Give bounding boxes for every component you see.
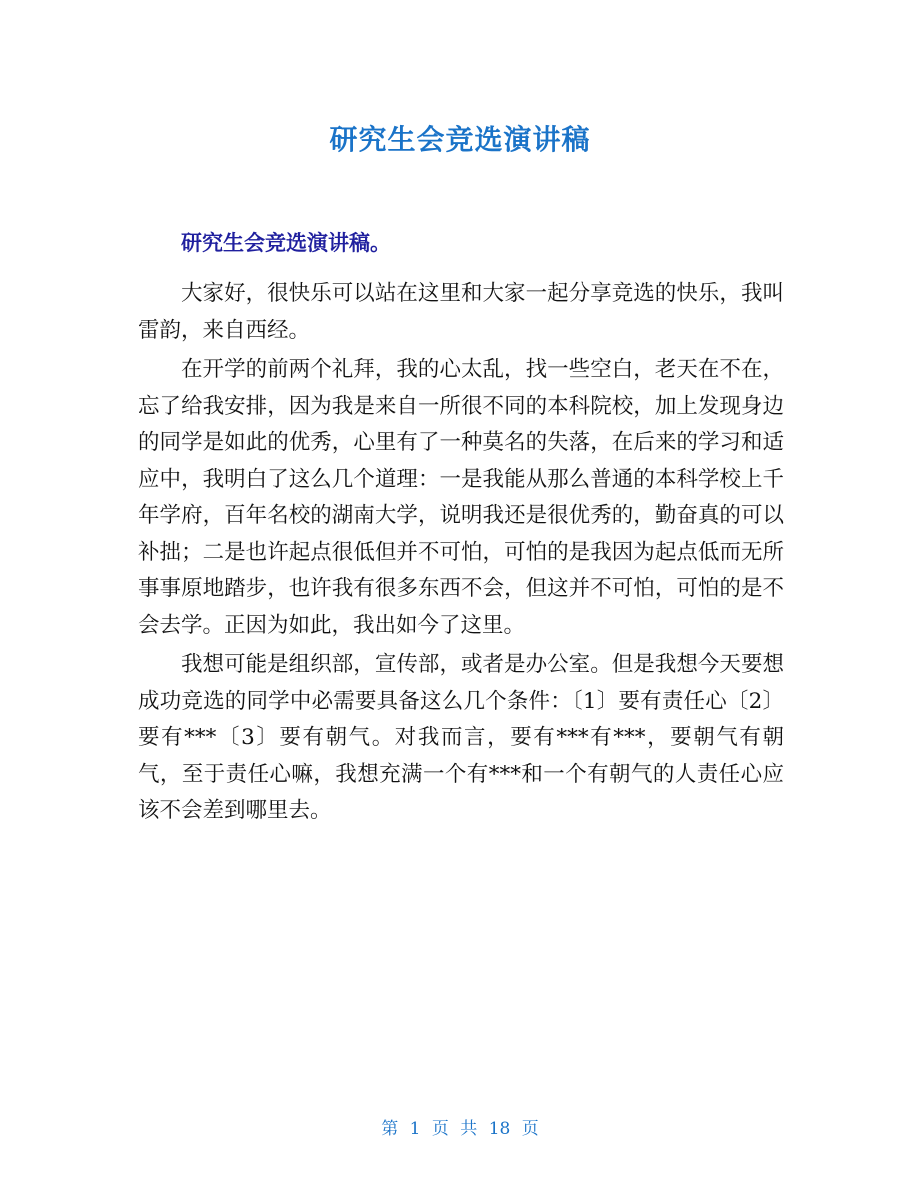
- page-number-footer: 第 1 页 共 18 页: [381, 1119, 539, 1139]
- paragraph: 大家好，很快乐可以站在这里和大家一起分享竞选的快乐，我叫雷韵，来自西经。: [138, 281, 784, 343]
- paragraph: 我想可能是组织部，宣传部，或者是办公室。但是我想今天要想成功竞选的同学中必需要具备这么几个条件：〔1〕要有责任心〔2〕要有***〔3〕要有朝气。对我而言，要有***有***，要朝气有朝气，至于责任心嘛，我想充满一个有***和一个有朝气的人责任心应该不会差到哪里去。: [138, 652, 784, 823]
- paragraph: 在开学的前两个礼拜，我的心太乱，找一些空白，老天在不在，忘了给我安排，因为我是来自一所很不同的本科院校，加上发现身边的同学是如此的优秀，心里有了一种莫名的失落，在后来的学习和适应中，我明白了这么几个道理：一是我能从那么普通的本科学校上千年学府，百年名校的湖南大学，说明我还是很优秀的，勤奋真的可以补拙；二是也许起点很低但并不可怕，可怕的是我因为起点低而无所事事原地踏步，也许我有很多东西不会，但这并不可怕，可怕的是不会去学。正因为如此，我出如今了这里。: [138, 357, 784, 638]
- document-body: [138, 276, 784, 830]
- document-subtitle: 研究生会竞选演讲稿。: [181, 231, 391, 255]
- document-title: 研究生会竞选演讲稿: [329, 123, 591, 156]
